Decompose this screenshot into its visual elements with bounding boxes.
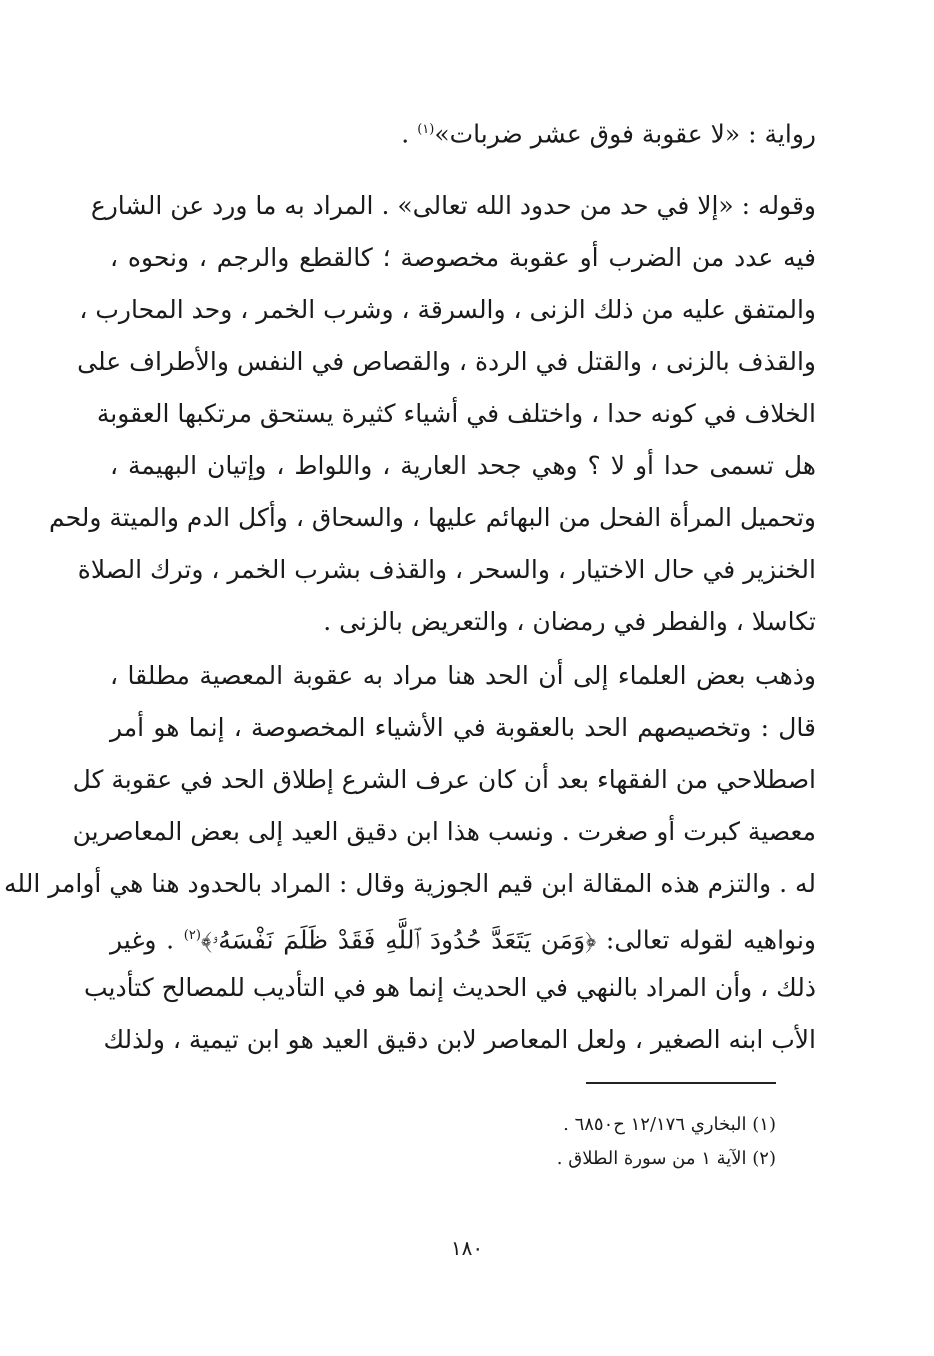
intro-line-text: رواية : «لا عقوبة فوق عشر ضربات» <box>434 119 816 149</box>
intro-text <box>110 104 816 156</box>
footnotes <box>110 1108 776 1176</box>
paragraph-2-line: قال : وتخصيصهم الحد بالعقوبة في الأشياء المخصوصة ، إنما هو أمر <box>110 713 816 742</box>
quran-line-lead: ونواهيه لقوله تعالى: <box>596 925 816 955</box>
paragraph-2-line: معصية كبرت أو صغرت . ونسب هذا ابن دقيق العيد إلى بعض المعاصرين <box>72 817 816 846</box>
paragraph-1-line: الخلاف في كونه حدا ، واختلف في أشياء كثيرة يستحق مرتكبها العقوبة <box>96 399 816 428</box>
paragraph-1-line: الخنزير في حال الاختيار ، والسحر ، والقذف بشرب الخمر ، وترك الصلاة <box>77 555 816 584</box>
quran-citation-line <box>110 910 816 962</box>
paragraph-2-line: له . والتزم هذه المقالة ابن قيم الجوزية وقال : المراد بالحدود هنا هي أوامر الله <box>4 869 816 898</box>
paragraph-1-line: وقوله : «إلا في حد من حدود الله تعالى» . المراد به ما ورد عن الشارع <box>90 191 816 220</box>
paragraph-1-line: هل تسمى حدا أو لا ؟ وهي جحد العارية ، واللواط ، وإتيان البهيمة ، <box>110 451 816 480</box>
paragraph-2-line: الأب ابنه الصغير ، ولعل المعاصر لابن دقيق العيد هو ابن تيمية ، ولذلك <box>103 1025 816 1054</box>
paragraph-2-line: ذلك ، وأن المراد بالنهي في الحديث إنما هو في التأديب للمصالح كتأديب <box>83 973 816 1002</box>
paragraph-1-line: فيه عدد من الضرب أو عقوبة مخصوصة ؛ كالقطع والرجم ، ونحوه ، <box>110 243 816 272</box>
paragraph-2 <box>4 650 816 1066</box>
page-number: ١٨٠ <box>450 1236 484 1260</box>
paragraph-1-line: والمتفق عليه من ذلك الزنى ، والسرقة ، وشرب الخمر ، وحد المحارب ، <box>79 295 816 324</box>
paragraph-1-line: تكاسلا ، والفطر في رمضان ، والتعريض بالزنى . <box>323 607 816 636</box>
paragraph-1 <box>48 180 816 648</box>
quran-line-tail: . وغير <box>110 925 184 955</box>
quran-verse: ﴿وَمَن يَتَعَدَّ حُدُودَ ٱللَّهِ فَقَدْ ظَلَمَ نَفْسَهُۥ﴾ <box>200 925 597 955</box>
paragraph-2-line: وذهب بعض العلماء إلى أن الحد هنا مراد به عقوبة المعصية مطلقا ، <box>110 661 816 690</box>
footnote-marker-1: (١) <box>417 122 435 137</box>
footnote-separator <box>586 1082 776 1084</box>
paragraph-2-line: اصطلاحي من الفقهاء بعد أن كان عرف الشرع إطلاق الحد في عقوبة كل <box>72 765 816 794</box>
paragraph-1-line: والقذف بالزنى ، والقتل في الردة ، والقصاص في النفس والأطراف على <box>77 347 816 376</box>
footnote-2: (٢) الآية ١ من سورة الطلاق . <box>556 1148 776 1169</box>
intro-line-end: . <box>401 119 418 149</box>
intro-line <box>110 104 816 156</box>
footnote-marker-2: (٢) <box>183 928 201 943</box>
footnote-1: (١) البخاري ١٢/١٧٦ ح٦٨٥٠ . <box>563 1114 776 1135</box>
paragraph-1-line: وتحميل المرأة الفحل من البهائم عليها ، والسحاق ، وأكل الدم والميتة ولحم <box>48 503 816 532</box>
